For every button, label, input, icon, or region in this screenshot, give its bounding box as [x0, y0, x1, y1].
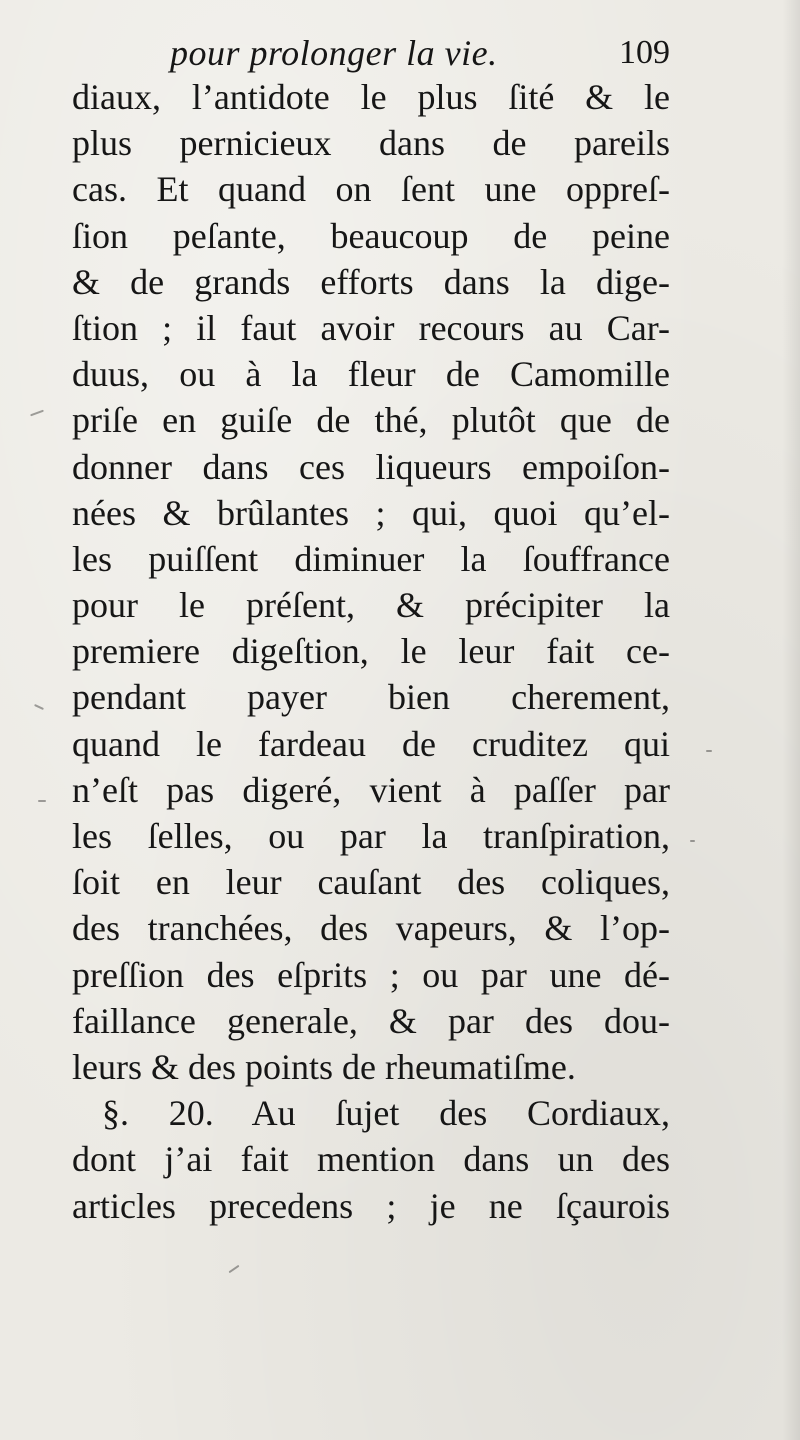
text-line: dont j’ai fait mention dans un des [72, 1139, 670, 1180]
text-line: articles precedens ; je ne ſçaurois [72, 1185, 670, 1226]
text-line: des tranchées, des vapeurs, & l’op- [72, 908, 670, 949]
text-line: les puiſſent diminuer la ſouffrance [72, 538, 670, 579]
page-number: 109 [619, 34, 670, 71]
text-line: pendant payer bien cherement, [72, 677, 670, 718]
paper-speck [30, 410, 44, 417]
text-line: pour le préſent, & précipiter la [72, 585, 670, 626]
paper-speck [229, 1265, 240, 1274]
page-gutter-shadow [782, 0, 800, 1440]
text-line: ſtion ; il faut avoir recours au Car- [72, 307, 670, 348]
text-line: ſion peſante, beaucoup de peine [72, 215, 670, 256]
text-line: preſſion des eſprits ; ou par une dé- [72, 954, 670, 995]
body-text [72, 74, 670, 1229]
text-line: & de grands efforts dans la dige- [72, 261, 670, 302]
text-line: priſe en guiſe de thé, plutôt que de [72, 400, 670, 441]
text-line: premiere digeſtion, le leur fait ce- [72, 631, 670, 672]
section-start-line: §. 20. Au ſujet des Cordiaux, [102, 1093, 670, 1134]
paper-speck [690, 840, 695, 842]
paper-speck [706, 750, 712, 752]
text-line: les ſelles, ou par la tranſpiration, [72, 816, 670, 856]
text-line: donner dans ces liqueurs empoiſon- [72, 446, 670, 487]
page-header [170, 28, 670, 78]
text-line: duus, ou à la fleur de Camomille [72, 354, 670, 395]
text-line: cas. Et quand on ſent une oppreſ- [72, 169, 670, 210]
text-line: quand le fardeau de cruditez qui [72, 723, 670, 764]
running-head: pour prolonger la vie. [170, 33, 498, 73]
paper-speck [34, 704, 44, 710]
text-line: nées & brûlantes ; qui, quoi qu’el- [72, 492, 670, 533]
paper-speck [38, 800, 46, 802]
paragraph-end-line: leurs & des points de rheumatiſme. [72, 1046, 576, 1087]
text-line: n’eſt pas digeré, vient à paſſer par [72, 769, 670, 810]
text-line: ſoit en leur cauſant des coliques, [72, 862, 670, 903]
text-line: diaux, l’antidote le plus ſité & le [72, 77, 670, 117]
text-line: faillance generale, & par des dou- [72, 1000, 670, 1041]
text-line: plus pernicieux dans de pareils [72, 123, 670, 164]
